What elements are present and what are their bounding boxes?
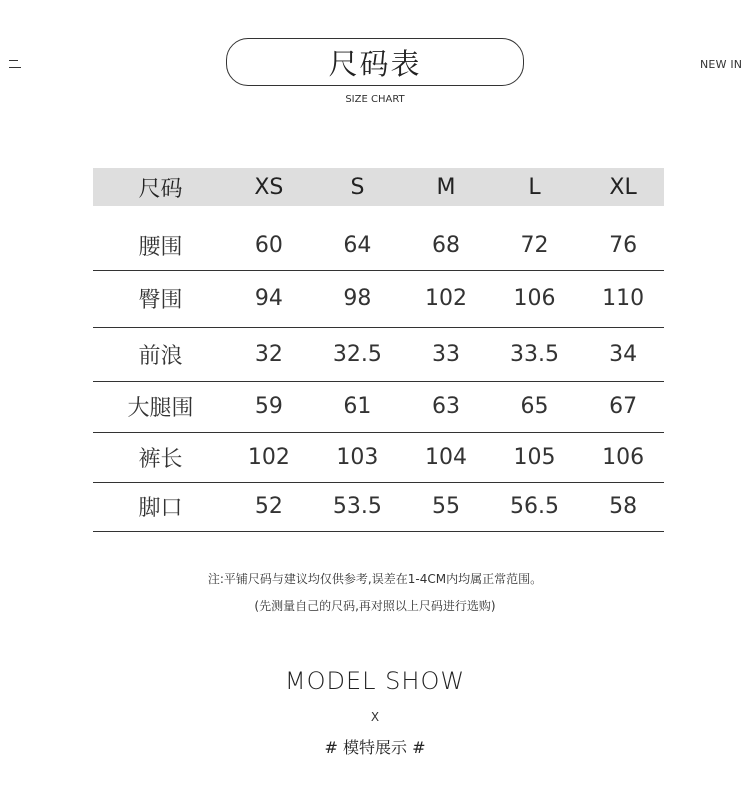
header-cell-s: S [350, 174, 365, 200]
measurement-note: 注:平铺尺码与建议均仅供参考,误差在1-4CM内均属正常范围。 [207, 572, 543, 586]
header-cell-m: M [436, 174, 456, 200]
size-chart-table [93, 168, 664, 532]
model-separator: X [370, 710, 380, 724]
table-cell: 33 [405, 327, 487, 381]
table-row-hip [93, 270, 664, 327]
row-label: 裤长 [93, 432, 228, 482]
table-row-front-rise [93, 327, 664, 381]
table-cell: 106 [487, 270, 582, 327]
table-cell: 55 [405, 482, 487, 531]
table-cell: 68 [405, 206, 487, 270]
table-cell: 59 [228, 381, 310, 432]
table-header-row [93, 168, 664, 206]
table-cell: 53.5 [310, 482, 405, 531]
header-cell-size: 尺码 [138, 176, 183, 202]
table-cell: 76 [582, 206, 664, 270]
row-label: 臀围 [93, 270, 228, 327]
page-title: 尺码表 [226, 38, 524, 86]
header-cell-xl: XL [609, 174, 637, 200]
row-label: 脚口 [93, 482, 228, 531]
table-cell: 56.5 [487, 482, 582, 531]
table-cell: 32.5 [310, 327, 405, 381]
menu-lines-icon [9, 57, 21, 69]
table-cell: 72 [487, 206, 582, 270]
table-row-length [93, 432, 664, 482]
header-cell-xs: XS [254, 174, 284, 200]
row-label: 大腿围 [93, 381, 228, 432]
table-cell: 52 [228, 482, 310, 531]
page-subtitle: SIZE CHART [345, 94, 405, 105]
table-cell: 106 [582, 432, 664, 482]
model-show-subtitle: # 模特展示 # [324, 738, 426, 757]
table-cell: 60 [228, 206, 310, 270]
table-cell: 102 [405, 270, 487, 327]
measurement-advice: (先测量自己的尺码,再对照以上尺码进行选购) [254, 599, 496, 613]
table-row-leg-opening [93, 482, 664, 531]
table-cell: 58 [582, 482, 664, 531]
table-cell: 102 [228, 432, 310, 482]
row-label: 腰围 [93, 206, 228, 270]
table-row-waist [93, 206, 664, 270]
header-cell-l: L [528, 174, 541, 200]
table-cell: 63 [405, 381, 487, 432]
table-cell: 32 [228, 327, 310, 381]
row-label: 前浪 [93, 327, 228, 381]
table-cell: 64 [310, 206, 405, 270]
table-cell: 34 [582, 327, 664, 381]
model-show-title: MODEL SHOW [284, 667, 466, 695]
table-row-thigh [93, 381, 664, 432]
table-cell: 94 [228, 270, 310, 327]
table-cell: 103 [310, 432, 405, 482]
table-cell: 61 [310, 381, 405, 432]
table-cell: 104 [405, 432, 487, 482]
new-in-label: NEW IN [700, 58, 743, 71]
table-cell: 110 [582, 270, 664, 327]
table-cell: 105 [487, 432, 582, 482]
table-cell: 65 [487, 381, 582, 432]
table-cell: 98 [310, 270, 405, 327]
table-cell: 67 [582, 381, 664, 432]
table-cell: 33.5 [487, 327, 582, 381]
